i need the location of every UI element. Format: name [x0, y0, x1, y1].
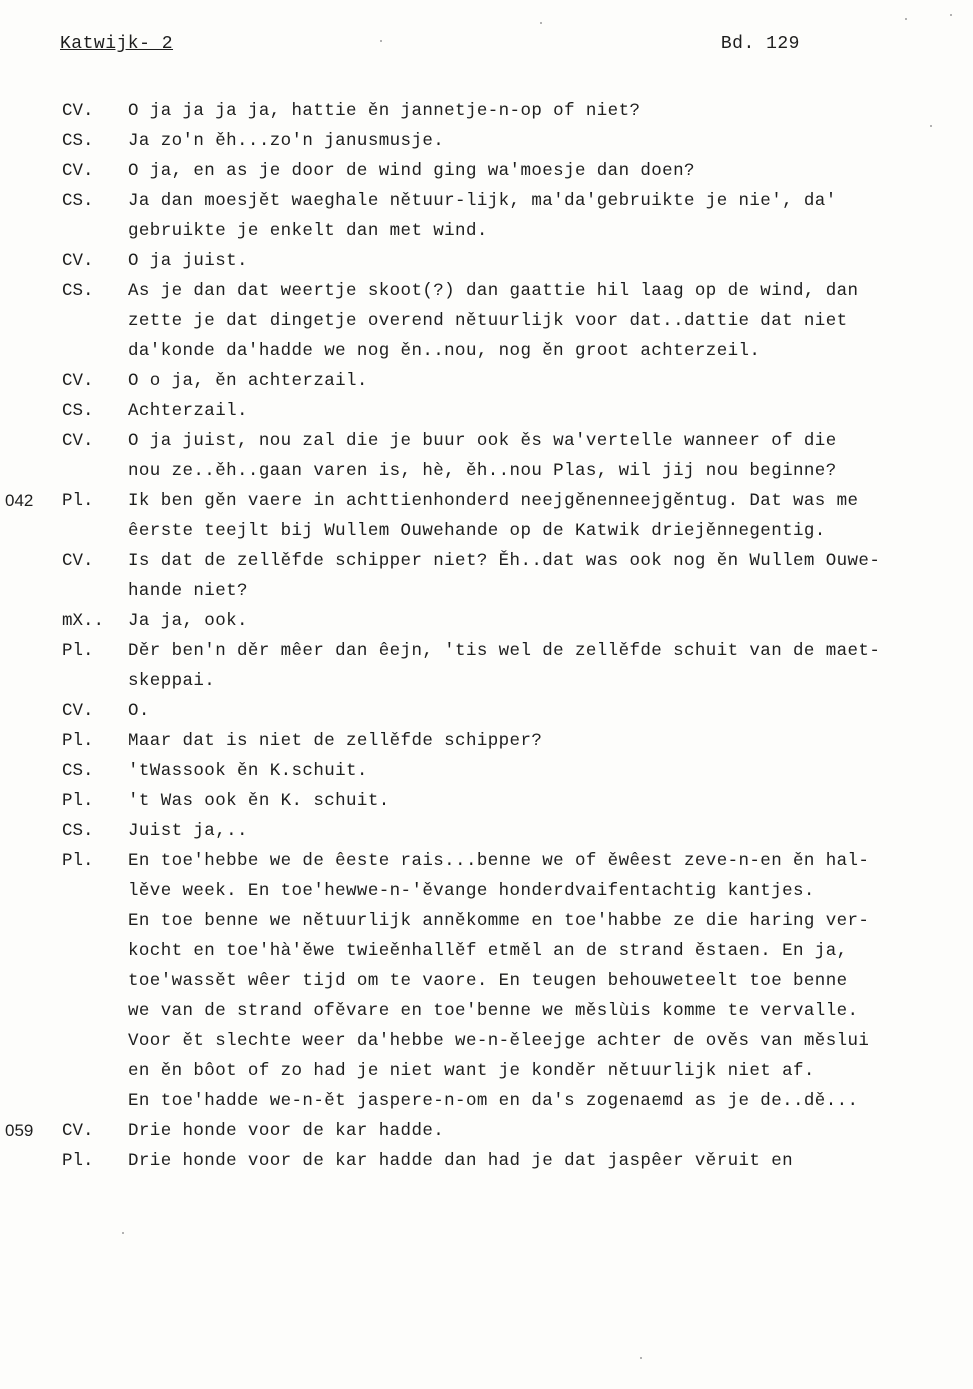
transcript-line — [0, 786, 973, 816]
transcript-line — [0, 186, 973, 216]
transcript-line — [0, 996, 973, 1026]
volume-number: Bd. 129 — [720, 34, 800, 54]
transcript-line — [0, 486, 973, 516]
paper-speckle — [905, 18, 907, 20]
transcript-line — [0, 666, 973, 696]
utterance-text: 'tWassook ěn K.schuit. — [128, 761, 368, 781]
utterance-text: gebruikte je enkelt dan met wind. — [128, 221, 488, 241]
utterance-text: da'konde da'hadde we nog ěn..nou, nog ěn groot achterzeil. — [128, 341, 761, 361]
speaker-label: CV. — [62, 251, 94, 271]
transcript-body — [0, 96, 973, 1176]
transcript-line — [0, 906, 973, 936]
speaker-label: Pl. — [62, 1151, 94, 1171]
transcript-line — [0, 1026, 973, 1056]
transcript-line — [0, 456, 973, 486]
transcript-line — [0, 96, 973, 126]
paper-speckle — [950, 14, 952, 16]
utterance-text: O ja ja ja ja, hattie ěn jannetje-n-op of niet? — [128, 101, 641, 121]
speaker-label: CV. — [62, 551, 94, 571]
utterance-text: Achterzail. — [128, 401, 248, 421]
transcript-line — [0, 246, 973, 276]
utterance-text: En toe'hadde we-n-ět jaspere-n-om en da's zogenaemd as je de..dě... — [128, 1091, 859, 1111]
utterance-text: hande niet? — [128, 581, 248, 601]
transcript-line — [0, 306, 973, 336]
speaker-label: CV. — [62, 161, 94, 181]
speaker-label: CS. — [62, 131, 94, 151]
utterance-text: Ja ja, ook. — [128, 611, 248, 631]
speaker-label: CS. — [62, 821, 94, 841]
utterance-text: Děr ben'n děr mêer dan êejn, 'tis wel de zellěfde schuit van de maet- — [128, 641, 881, 661]
utterance-text: en ěn bôot of zo had je niet want je konděr nětuurlijk niet af. — [128, 1061, 815, 1081]
utterance-text: skeppai. — [128, 671, 216, 691]
speaker-label: Pl. — [62, 851, 94, 871]
utterance-text: O ja, en as je door de wind ging wa'moesje dan doen? — [128, 161, 695, 181]
time-marker: 042 — [5, 491, 34, 510]
transcript-line — [0, 336, 973, 366]
speaker-label: CV. — [62, 371, 94, 391]
transcript-line — [0, 816, 973, 846]
speaker-label: Pl. — [62, 791, 94, 811]
transcript-line — [0, 156, 973, 186]
speaker-label: Pl. — [62, 641, 94, 661]
utterance-text: Is dat de zellěfde schipper niet? Ěh..dat was ook nog ěn Wullem Ouwe- — [128, 551, 881, 571]
transcript-line — [0, 516, 973, 546]
transcript-line — [0, 276, 973, 306]
utterance-text: lěve week. En toe'hewwe-n-'ěvange honderdvaifentachtig kantjes. — [128, 881, 815, 901]
utterance-text: zette je dat dingetje overend nětuurlijk voor dat..dattie dat niet — [128, 311, 848, 331]
paper-speckle — [122, 1232, 124, 1234]
page-header — [60, 34, 800, 64]
speaker-label: CS. — [62, 281, 94, 301]
utterance-text: Juist ja,.. — [128, 821, 248, 841]
utterance-text: Drie honde voor de kar hadde. — [128, 1121, 445, 1141]
utterance-text: O ja juist, nou zal die je buur ook ěs wa'vertelle wanneer of die — [128, 431, 837, 451]
utterance-text: toe'wassět wêer tijd om te vaore. En teugen behouweteelt toe benne — [128, 971, 848, 991]
paper-speckle — [540, 22, 542, 24]
document-title: Katwijk- 2 — [60, 34, 174, 54]
transcript-line — [0, 966, 973, 996]
speaker-label: Pl. — [62, 491, 94, 511]
utterance-text: Ja zo'n ěh...zo'n janusmusje. — [128, 131, 445, 151]
utterance-text: Maar dat is niet de zellěfde schipper? — [128, 731, 543, 751]
transcript-line — [0, 936, 973, 966]
utterance-text: 't Was ook ěn K. schuit. — [128, 791, 390, 811]
speaker-label: CV. — [62, 1121, 94, 1141]
transcript-line — [0, 216, 973, 246]
paper-speckle — [640, 1357, 642, 1359]
speaker-label: Pl. — [62, 731, 94, 751]
speaker-label: CS. — [62, 191, 94, 211]
speaker-label: CV. — [62, 101, 94, 121]
transcript-line — [0, 876, 973, 906]
utterance-text: O. — [128, 701, 150, 721]
utterance-text: êerste teejlt bij Wullem Ouwehande op de Katwik driejěnnegentig. — [128, 521, 826, 541]
utterance-text: we van de strand ofěvare en toe'benne we měslùis komme te vervalle. — [128, 1001, 859, 1021]
transcript-line — [0, 1116, 973, 1146]
speaker-label: CS. — [62, 401, 94, 421]
utterance-text: En toe benne we nětuurlijk anněkomme en toe'habbe ze die haring ver- — [128, 911, 870, 931]
utterance-text: Ik ben gěn vaere in achttienhonderd neejgěnenneejgěntug. Dat was me — [128, 491, 859, 511]
transcript-line — [0, 636, 973, 666]
utterance-text: O ja juist. — [128, 251, 248, 271]
utterance-text: kocht en toe'hà'ěwe twieěnhallěf etměl an de strand ěstaen. En ja, — [128, 941, 848, 961]
speaker-label: mX.. — [62, 611, 105, 631]
transcript-line — [0, 756, 973, 786]
transcript-line — [0, 1056, 973, 1086]
transcript-line — [0, 396, 973, 426]
transcript-line — [0, 696, 973, 726]
speaker-label: CV. — [62, 701, 94, 721]
utterance-text: As je dan dat weertje skoot(?) dan gaattie hil laag op de wind, dan — [128, 281, 859, 301]
speaker-label: CS. — [62, 761, 94, 781]
utterance-text: Drie honde voor de kar hadde dan had je dat jaspêer věruit en — [128, 1151, 794, 1171]
transcript-line — [0, 426, 973, 456]
transcript-line — [0, 546, 973, 576]
utterance-text: Voor ět slechte weer da'hebbe we-n-ěleejge achter de ověs van měslui — [128, 1031, 870, 1051]
utterance-text: O o ja, ěn achterzail. — [128, 371, 368, 391]
transcript-line — [0, 1146, 973, 1176]
transcript-line — [0, 726, 973, 756]
speaker-label: CV. — [62, 431, 94, 451]
time-marker: 059 — [5, 1121, 34, 1140]
utterance-text: Ja dan moesjět waeghale nětuur-lijk, ma'da'gebruikte je nie', da' — [128, 191, 837, 211]
transcript-line — [0, 576, 973, 606]
utterance-text: En toe'hebbe we de êeste rais...benne we of ěwêest zeve-n-en ěn hal- — [128, 851, 870, 871]
transcript-line — [0, 366, 973, 396]
transcript-line — [0, 846, 973, 876]
transcript-line — [0, 126, 973, 156]
utterance-text: nou ze..ěh..gaan varen is, hè, ěh..nou Plas, wil jij nou beginne? — [128, 461, 837, 481]
transcript-line — [0, 1086, 973, 1116]
transcript-line — [0, 606, 973, 636]
